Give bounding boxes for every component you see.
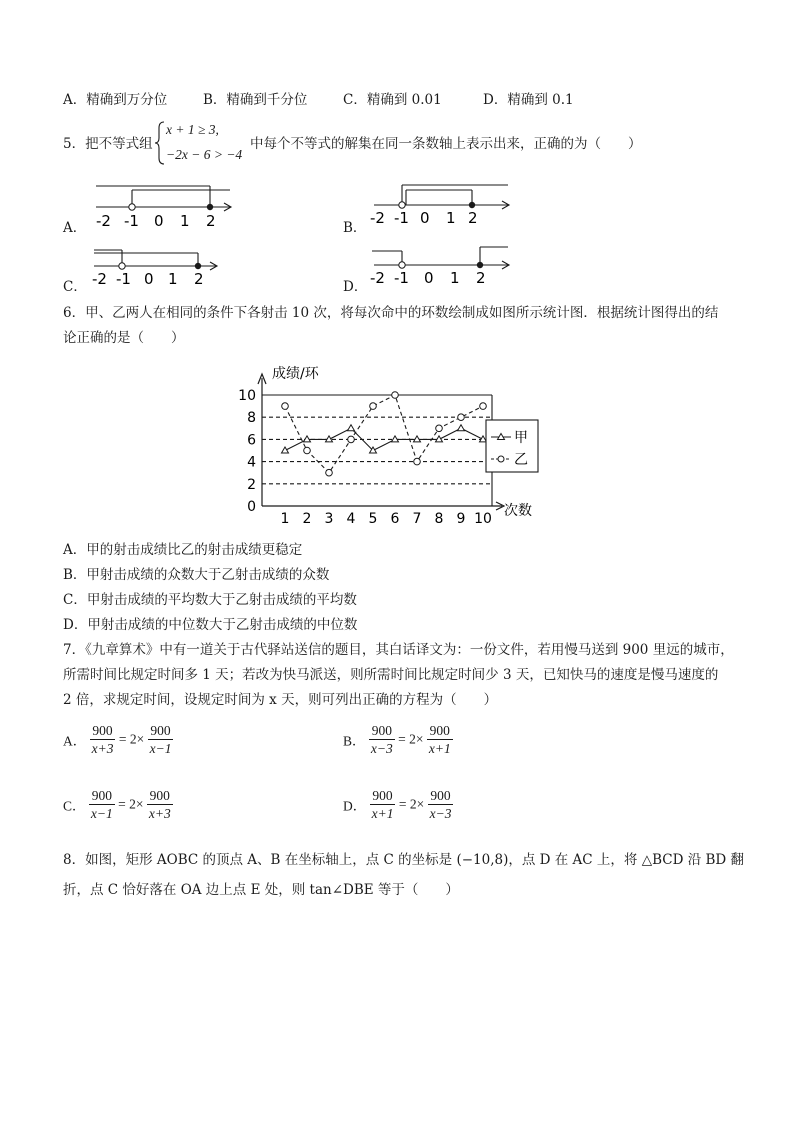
q7c-num2: 900 xyxy=(147,787,173,805)
q5c-tick-2: 2 xyxy=(194,270,204,288)
chart-legend-box xyxy=(486,420,538,472)
q5-prefix: 5．把不等式组 xyxy=(63,136,153,152)
q4-option-d: D．精确到 0.1 xyxy=(483,92,574,108)
q8-stem-line1: 8．如图，矩形 AOBC 的顶点 A、B 在坐标轴上，点 C 的坐标是 (−10,8)，点 D 在 AC 上，将 △BCD 沿 BD 翻 xyxy=(63,852,745,868)
q5c-tick-neg1: -1 xyxy=(116,270,131,288)
chart-x-tick: 4 xyxy=(346,511,356,527)
q7-option-a-label: A． xyxy=(63,733,87,749)
q5d-tick-neg1: -1 xyxy=(394,269,409,287)
q7-option-c-label: C． xyxy=(63,798,86,814)
jia-point xyxy=(282,447,289,453)
q7d-den1: x+1 xyxy=(371,806,394,821)
q6-stem-line1: 6．甲、乙两人在相同的条件下各射击 10 次，将每次命中的环数绘制成如图所示统计图．根据统计图得出的结 xyxy=(63,305,719,321)
q7-stem-line1: 7．《九章算术》中有一道关于古代驿站送信的题目，其白话译文为：一份文件，若用慢马送到 900 里远的城市， xyxy=(63,642,734,658)
chart-y-tick: 8 xyxy=(247,410,256,427)
q7-option-b xyxy=(343,722,453,757)
q5-brace xyxy=(155,120,165,166)
q5b-tick-1: 1 xyxy=(446,209,456,227)
legend-circle-marker xyxy=(498,456,504,462)
chart-x-tick: 3 xyxy=(324,511,334,527)
legend-label-yi: 乙 xyxy=(514,452,528,468)
q5-numberline-c xyxy=(88,244,223,290)
q6-option-c: C．甲射击成绩的平均数大于乙射击成绩的平均数 xyxy=(63,592,357,608)
chart-y-tick: 2 xyxy=(247,476,256,493)
q5-numberline-d xyxy=(368,242,518,288)
q5c-tick-neg2: -2 xyxy=(92,270,107,288)
q5d-tick-0: 0 xyxy=(424,269,434,287)
q7-option-d xyxy=(343,787,453,822)
jia-point xyxy=(458,425,465,431)
q7-option-c xyxy=(63,787,173,822)
q5-numberline-b xyxy=(368,182,518,228)
q6-line-chart xyxy=(240,360,540,525)
chart-x-tick: 8 xyxy=(434,511,444,527)
q7c-den1: x−1 xyxy=(90,806,113,821)
chart-x-tick: 5 xyxy=(368,511,378,527)
q5a-tick-1: 1 xyxy=(180,212,190,230)
q6-option-d: D．甲射击成绩的中位数大于乙射击成绩的中位数 xyxy=(63,617,358,633)
q7b-num1: 900 xyxy=(369,722,395,740)
q7d-num2: 900 xyxy=(428,787,454,805)
q8-stem-line2: 折，点 C 恰好落在 OA 边上点 E 处，则 tan∠DBE 等于（ ） xyxy=(63,882,459,898)
chart-x-tick: 2 xyxy=(302,511,312,527)
q6-stem-line2: 论正确的是（ ） xyxy=(63,330,185,346)
chart-x-tick: 7 xyxy=(412,511,422,527)
chart-y-tick: 10 xyxy=(238,388,256,404)
chart-x-tick: 1 xyxy=(280,511,290,527)
yi-point xyxy=(370,403,377,410)
q7b-op: = 2× xyxy=(398,731,424,747)
yi-point xyxy=(458,414,465,421)
q5a-tick-2: 2 xyxy=(206,212,216,230)
q6-option-a: A．甲的射击成绩比乙的射击成绩更稳定 xyxy=(63,542,303,558)
chart-y-tick: 0 xyxy=(247,499,256,515)
yi-point xyxy=(392,392,399,399)
chart-x-tick: 10 xyxy=(474,511,492,527)
q5a-tick-0: 0 xyxy=(154,212,164,230)
q5d-tick-1: 1 xyxy=(450,269,460,287)
yi-point xyxy=(304,447,311,454)
q5-numberline-a xyxy=(90,182,240,230)
q7-stem-line3: 2 倍，求规定时间，设规定时间为 x 天，则可列出正确的方程为（ ） xyxy=(63,692,498,708)
q7-option-d-label: D． xyxy=(343,798,367,814)
q4-option-a: A．精确到万分位 xyxy=(63,92,168,108)
q5b-tick-2: 2 xyxy=(468,209,478,227)
q7-option-a xyxy=(63,722,173,757)
yi-point xyxy=(414,458,421,465)
chart-y-tick: 4 xyxy=(247,454,256,471)
q7b-den1: x−3 xyxy=(370,741,393,756)
q5-label-b: B． xyxy=(343,220,367,236)
yi-point xyxy=(282,403,289,410)
q5-label-a: A． xyxy=(63,220,87,236)
q7b-num2: 900 xyxy=(427,722,453,740)
q5-label-c: C． xyxy=(63,279,87,295)
q5d-tick-neg2: -2 xyxy=(370,269,385,287)
legend-label-jia: 甲 xyxy=(514,430,528,446)
q7a-num2: 900 xyxy=(148,722,174,740)
q5-suffix: 中每个不等式的解集在同一条数轴上表示出来，正确的为（ ） xyxy=(250,136,642,152)
q7c-den2: x+3 xyxy=(148,806,171,821)
yi-point xyxy=(326,469,333,476)
q4-option-b: B．精确到千分位 xyxy=(203,92,308,108)
q7a-op: = 2× xyxy=(118,731,145,747)
q7c-op: = 2× xyxy=(118,796,144,812)
chart-y-label: 成绩/环 xyxy=(272,366,319,382)
q6-option-b: B．甲射击成绩的众数大于乙射击成绩的众数 xyxy=(63,567,330,583)
chart-x-tick: 9 xyxy=(456,511,466,527)
q7a-den2: x−1 xyxy=(149,741,172,756)
q7d-num1: 900 xyxy=(370,787,396,805)
yi-point xyxy=(348,436,355,443)
chart-x-label: 次数 xyxy=(504,503,532,519)
q5-label-d: D． xyxy=(343,279,368,295)
q7d-den2: x−3 xyxy=(429,806,452,821)
jia-point xyxy=(348,425,355,431)
q7c-num1: 900 xyxy=(89,787,115,805)
chart-x-tick: 6 xyxy=(390,511,400,527)
q7-stem-line2: 所需时间比规定时间多 1 天；若改为快马派送，则所需时间比规定时间少 3 天，已知快马的速度是慢马速度的 xyxy=(63,667,719,683)
q7d-op: = 2× xyxy=(398,796,425,812)
q7a-num1: 900 xyxy=(90,722,116,740)
q7b-den2: x+1 xyxy=(428,741,451,756)
q5c-tick-1: 1 xyxy=(168,270,178,288)
q7-option-b-label: B． xyxy=(343,733,366,749)
q5b-tick-0: 0 xyxy=(420,209,430,227)
yi-point xyxy=(480,403,487,410)
q5-inequality-2: −2x − 6 > −4 xyxy=(166,147,243,162)
q5d-tick-2: 2 xyxy=(476,269,486,287)
series-line-yi xyxy=(285,395,483,473)
q5c-tick-0: 0 xyxy=(144,270,154,288)
q4-option-c: C．精确到 0.01 xyxy=(343,92,442,108)
q5b-tick-neg2: -2 xyxy=(370,209,385,227)
q7a-den1: x+3 xyxy=(91,741,114,756)
yi-point xyxy=(436,425,443,432)
q5b-tick-neg1: -1 xyxy=(394,209,409,227)
q5-inequality-1: x + 1 ≥ 3, xyxy=(166,122,219,137)
q5a-tick-neg2: -2 xyxy=(96,212,111,230)
q5a-tick-neg1: -1 xyxy=(124,212,139,230)
chart-y-tick: 6 xyxy=(247,432,256,449)
